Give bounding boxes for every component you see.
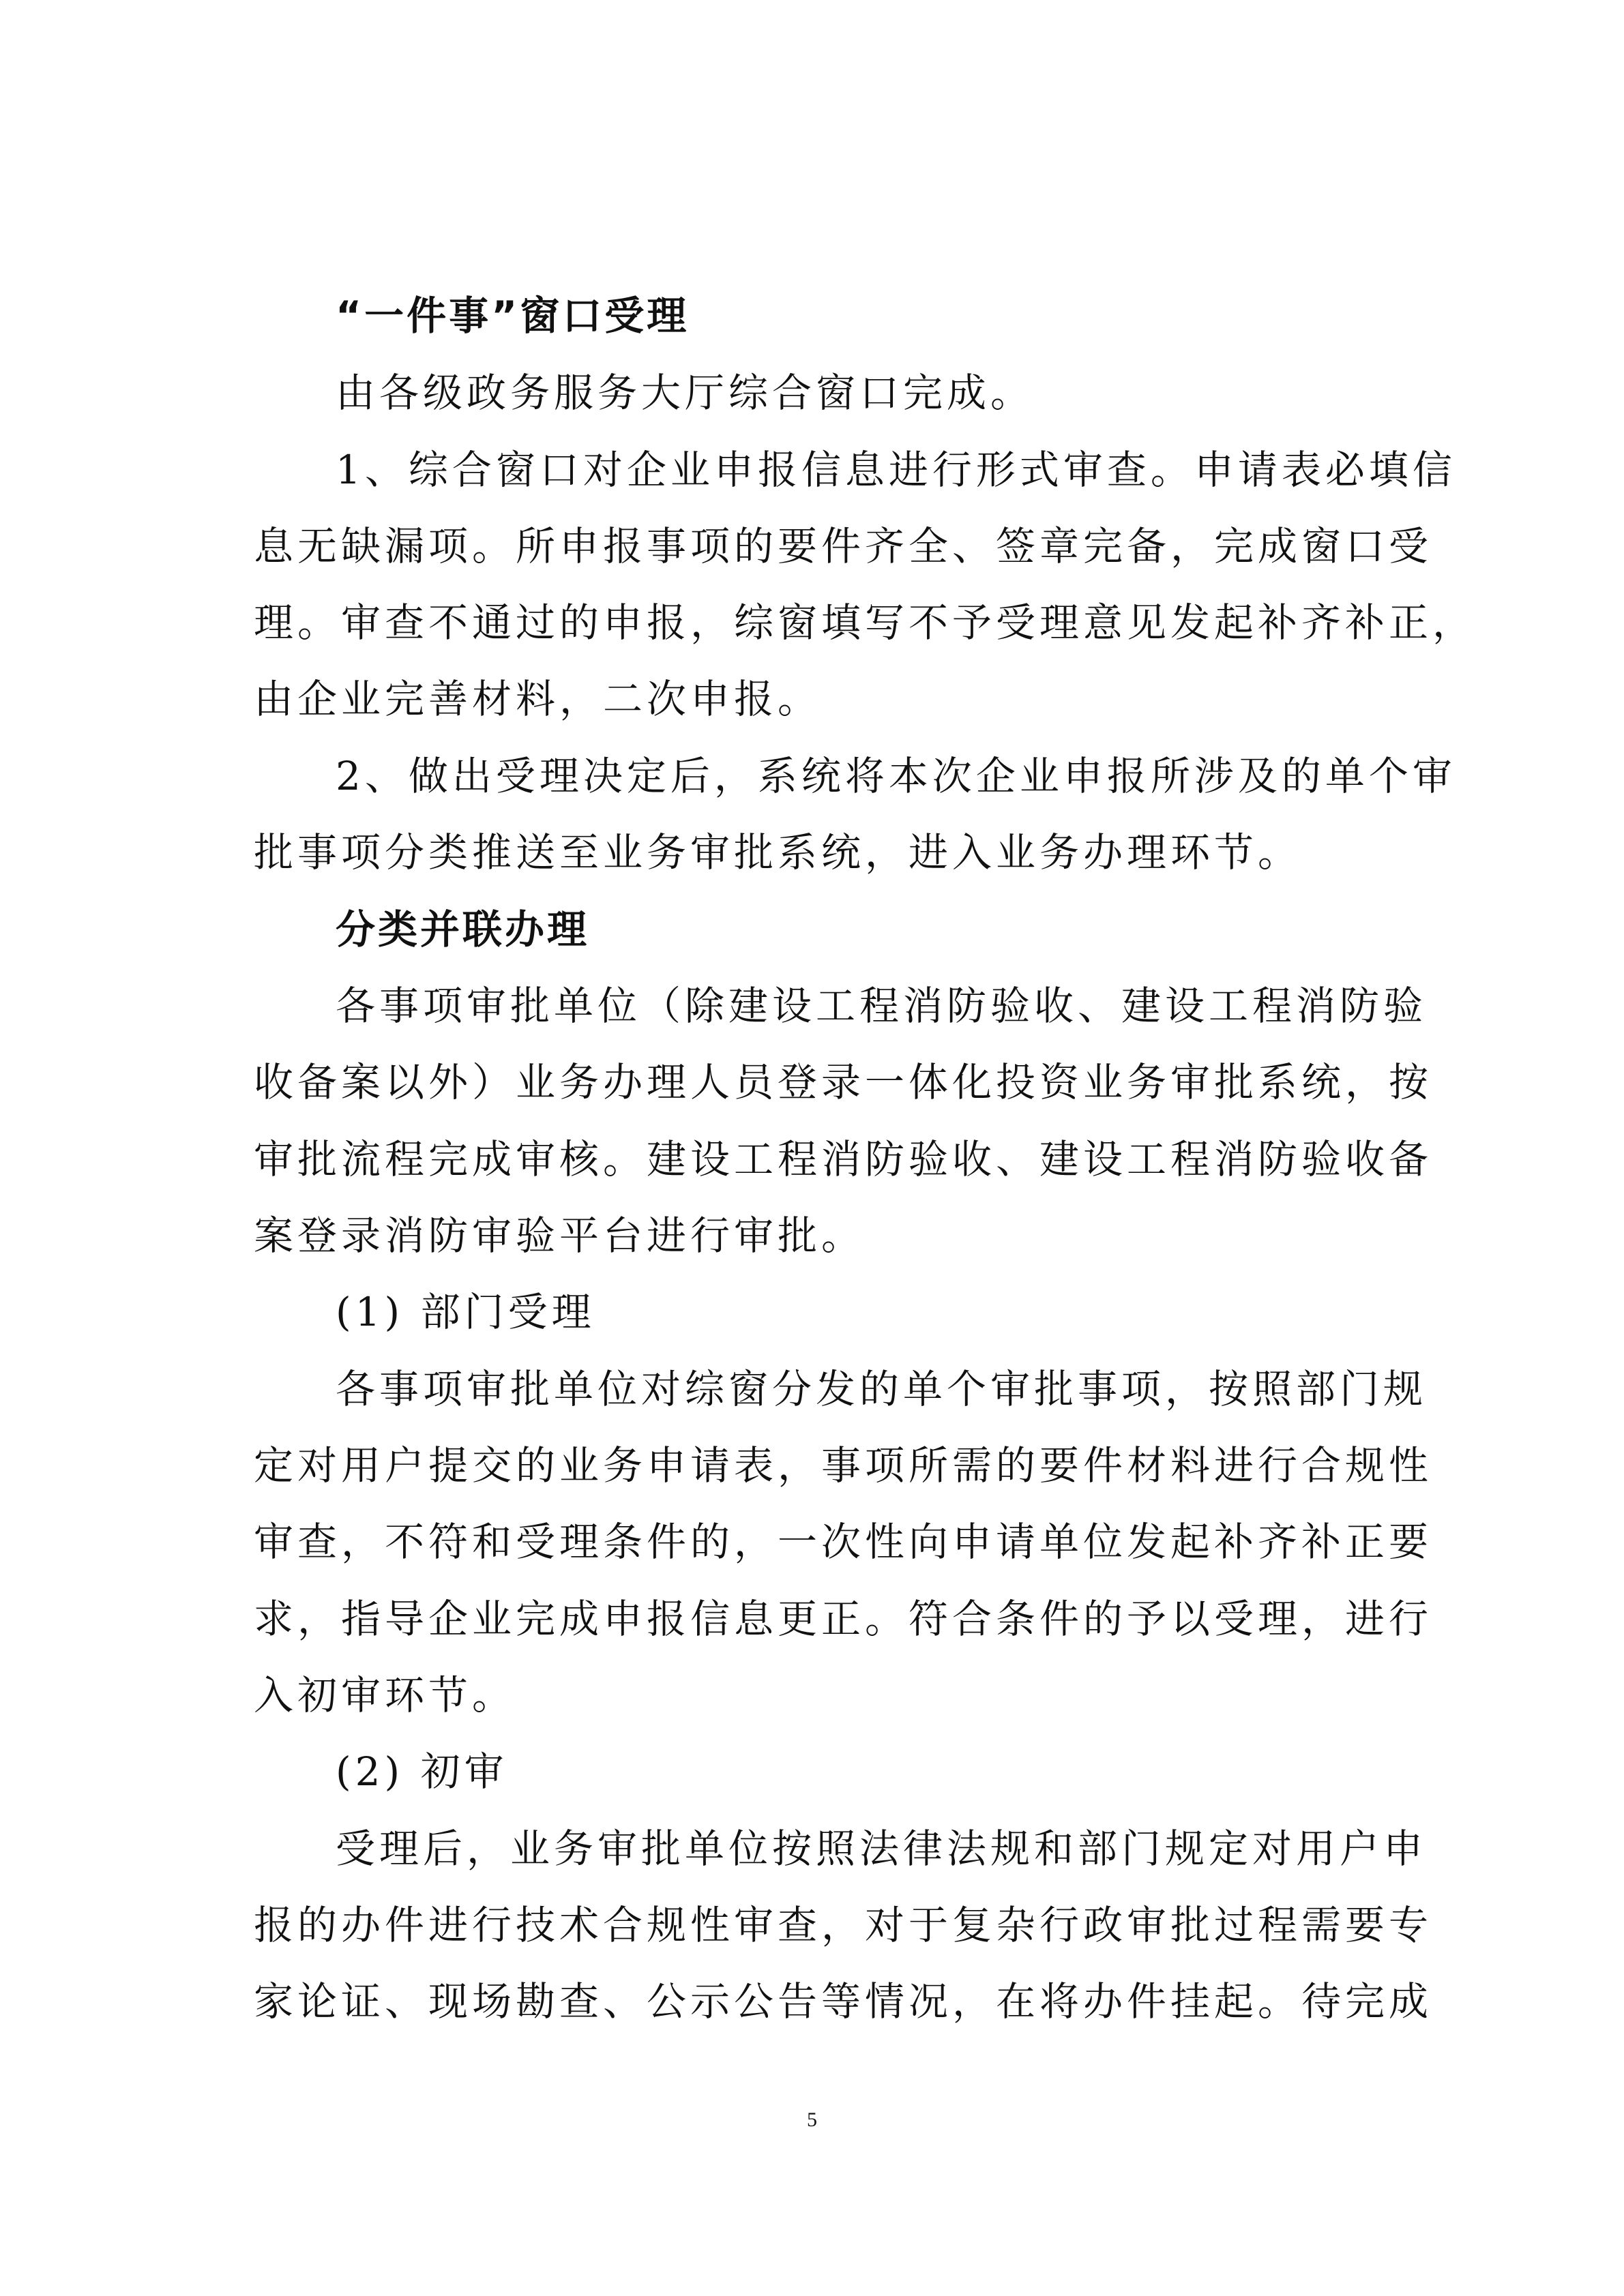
- paragraph-line: 入初审环节。: [254, 1672, 516, 1718]
- paragraph-line: 各事项审批单位对综窗分发的单个审批事项，按照部门规: [336, 1366, 1428, 1412]
- section-heading: 分类并联办理: [336, 906, 590, 953]
- paragraph-line: 家论证、现场勘查、公示公告等情况，在将办件挂起。待完成: [254, 1978, 1433, 2025]
- paragraph-line: 受理后，业务审批单位按照法律法规和部门规定对用户申: [336, 1825, 1428, 1872]
- paragraph-line: 由各级政务服务大厅综合窗口完成。: [336, 370, 1035, 416]
- paragraph-line: 审查，不符和受理条件的，一次性向申请单位发起补齐补正要: [254, 1519, 1433, 1565]
- paragraph-line: 由企业完善材料，二次申报。: [254, 676, 822, 722]
- paragraph-line: 理。审查不通过的申报，综窗填写不予受理意见发起补齐补正，: [254, 599, 1477, 646]
- paragraph-line: 各事项审批单位（除建设工程消防验收、建设工程消防验: [336, 983, 1428, 1029]
- paragraph-line: 批事项分类推送至业务审批系统，进入业务办理环节。: [254, 829, 1302, 876]
- paragraph-line: 收备案以外）业务办理人员登录一体化投资业务审批系统，按: [254, 1059, 1433, 1105]
- paragraph-line: 息无缺漏项。所申报事项的要件齐全、签章完备，完成窗口受: [254, 523, 1433, 569]
- paragraph-line: 报的办件进行技术合规性审查，对于复杂行政审批过程需要专: [254, 1902, 1433, 1948]
- subsection-heading: (2) 初审: [336, 1748, 508, 1795]
- paragraph-line: 1、综合窗口对企业申报信息进行形式审查。申请表必填信: [336, 447, 1456, 493]
- page-number: 5: [807, 2108, 817, 2131]
- section-heading: “一件事”窗口受理: [336, 293, 690, 339]
- paragraph-line: 案登录消防审验平台进行审批。: [254, 1212, 866, 1259]
- paragraph-line: 求，指导企业完成申报信息更正。符合条件的予以受理，进行: [254, 1596, 1433, 1642]
- paragraph-line: 定对用户提交的业务申请表，事项所需的要件材料进行合规性: [254, 1442, 1433, 1489]
- paragraph-line: 审批流程完成审核。建设工程消防验收、建设工程消防验收备: [254, 1136, 1433, 1182]
- paragraph-line: 2、做出受理决定后，系统将本次企业申报所涉及的单个审: [336, 753, 1456, 799]
- subsection-heading: (1) 部门受理: [336, 1289, 595, 1335]
